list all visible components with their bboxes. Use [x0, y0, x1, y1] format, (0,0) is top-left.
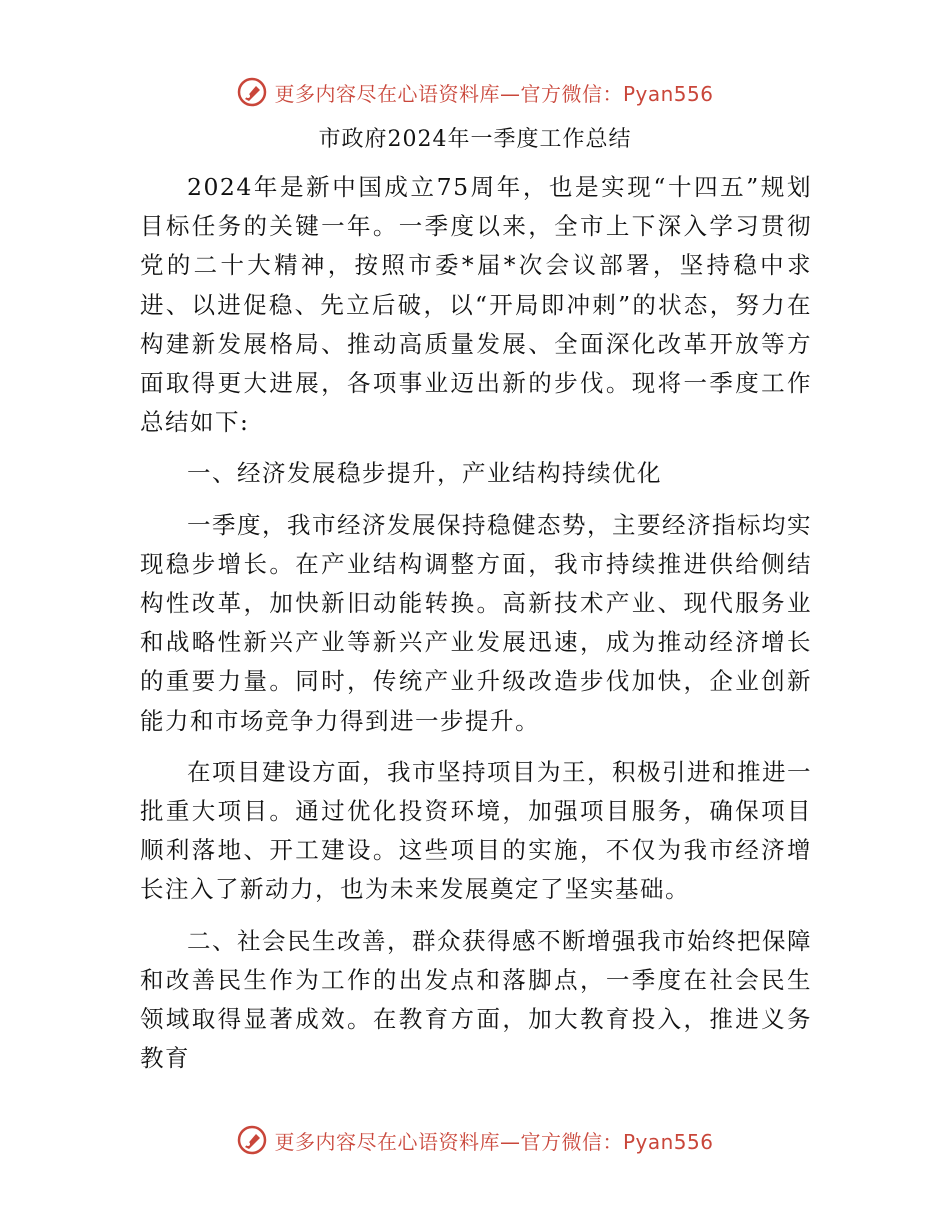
pen-nib-logo-icon [236, 76, 268, 108]
watermark-banner-bottom [0, 1118, 950, 1162]
paragraph-projects: 在项目建设方面，我市坚持项目为王，积极引进和推进一批重大项目。通过优化投资环境，加强项目服务，确保项目顺利落地、开工建设。这些项目的实施，不仅为我市经济增长注入了新动力，也为未来发展奠定了坚实基础。 [140, 757, 812, 904]
section-heading-1: 一、经济发展稳步提升，产业结构持续优化 [187, 459, 662, 488]
paragraph-economy: 一季度，我市经济发展保持稳健态势，主要经济指标均实现稳步增长。在产业结构调整方面，我市持续推进供给侧结构性改革，加快新旧动能转换。高新技术产业、现代服务业和战略性新兴产业等新兴产业发展迅速，成为推动经济增长的重要力量。同时，传统产业升级改造步伐加快，企业创新能力和市场竞争力得到进一步提升。 [140, 510, 812, 735]
watermark-text-top: 更多内容尽在心语资料库—官方微信：Pyan556 [274, 81, 714, 106]
watermark-banner-top [0, 70, 950, 114]
watermark-text-bottom: 更多内容尽在心语资料库—官方微信：Pyan556 [274, 1129, 714, 1154]
document-title: 市政府2024年一季度工作总结 [318, 127, 632, 152]
pen-nib-logo-icon [236, 1124, 268, 1156]
document-body [140, 168, 812, 1090]
paragraph-intro: 2024年是新中国成立75周年，也是实现“十四五”规划目标任务的关键一年。一季度以来，全市上下深入学习贯彻党的二十大精神，按照市委*届*次会议部署，坚持稳中求进、以进促稳、先立后破，以“开局即冲刺”的状态，努力在构建新发展格局、推动高质量发展、全面深化改革开放等方面取得更大进展，各项事业迈出新的步伐。现将一季度工作总结如下: [140, 173, 812, 437]
paragraph-livelihood: 二、社会民生改善，群众获得感不断增强我市始终把保障和改善民生作为工作的出发点和落脚点，一季度在社会民生领域取得显著成效。在教育方面，加大教育投入，推进义务教育 [140, 926, 812, 1073]
